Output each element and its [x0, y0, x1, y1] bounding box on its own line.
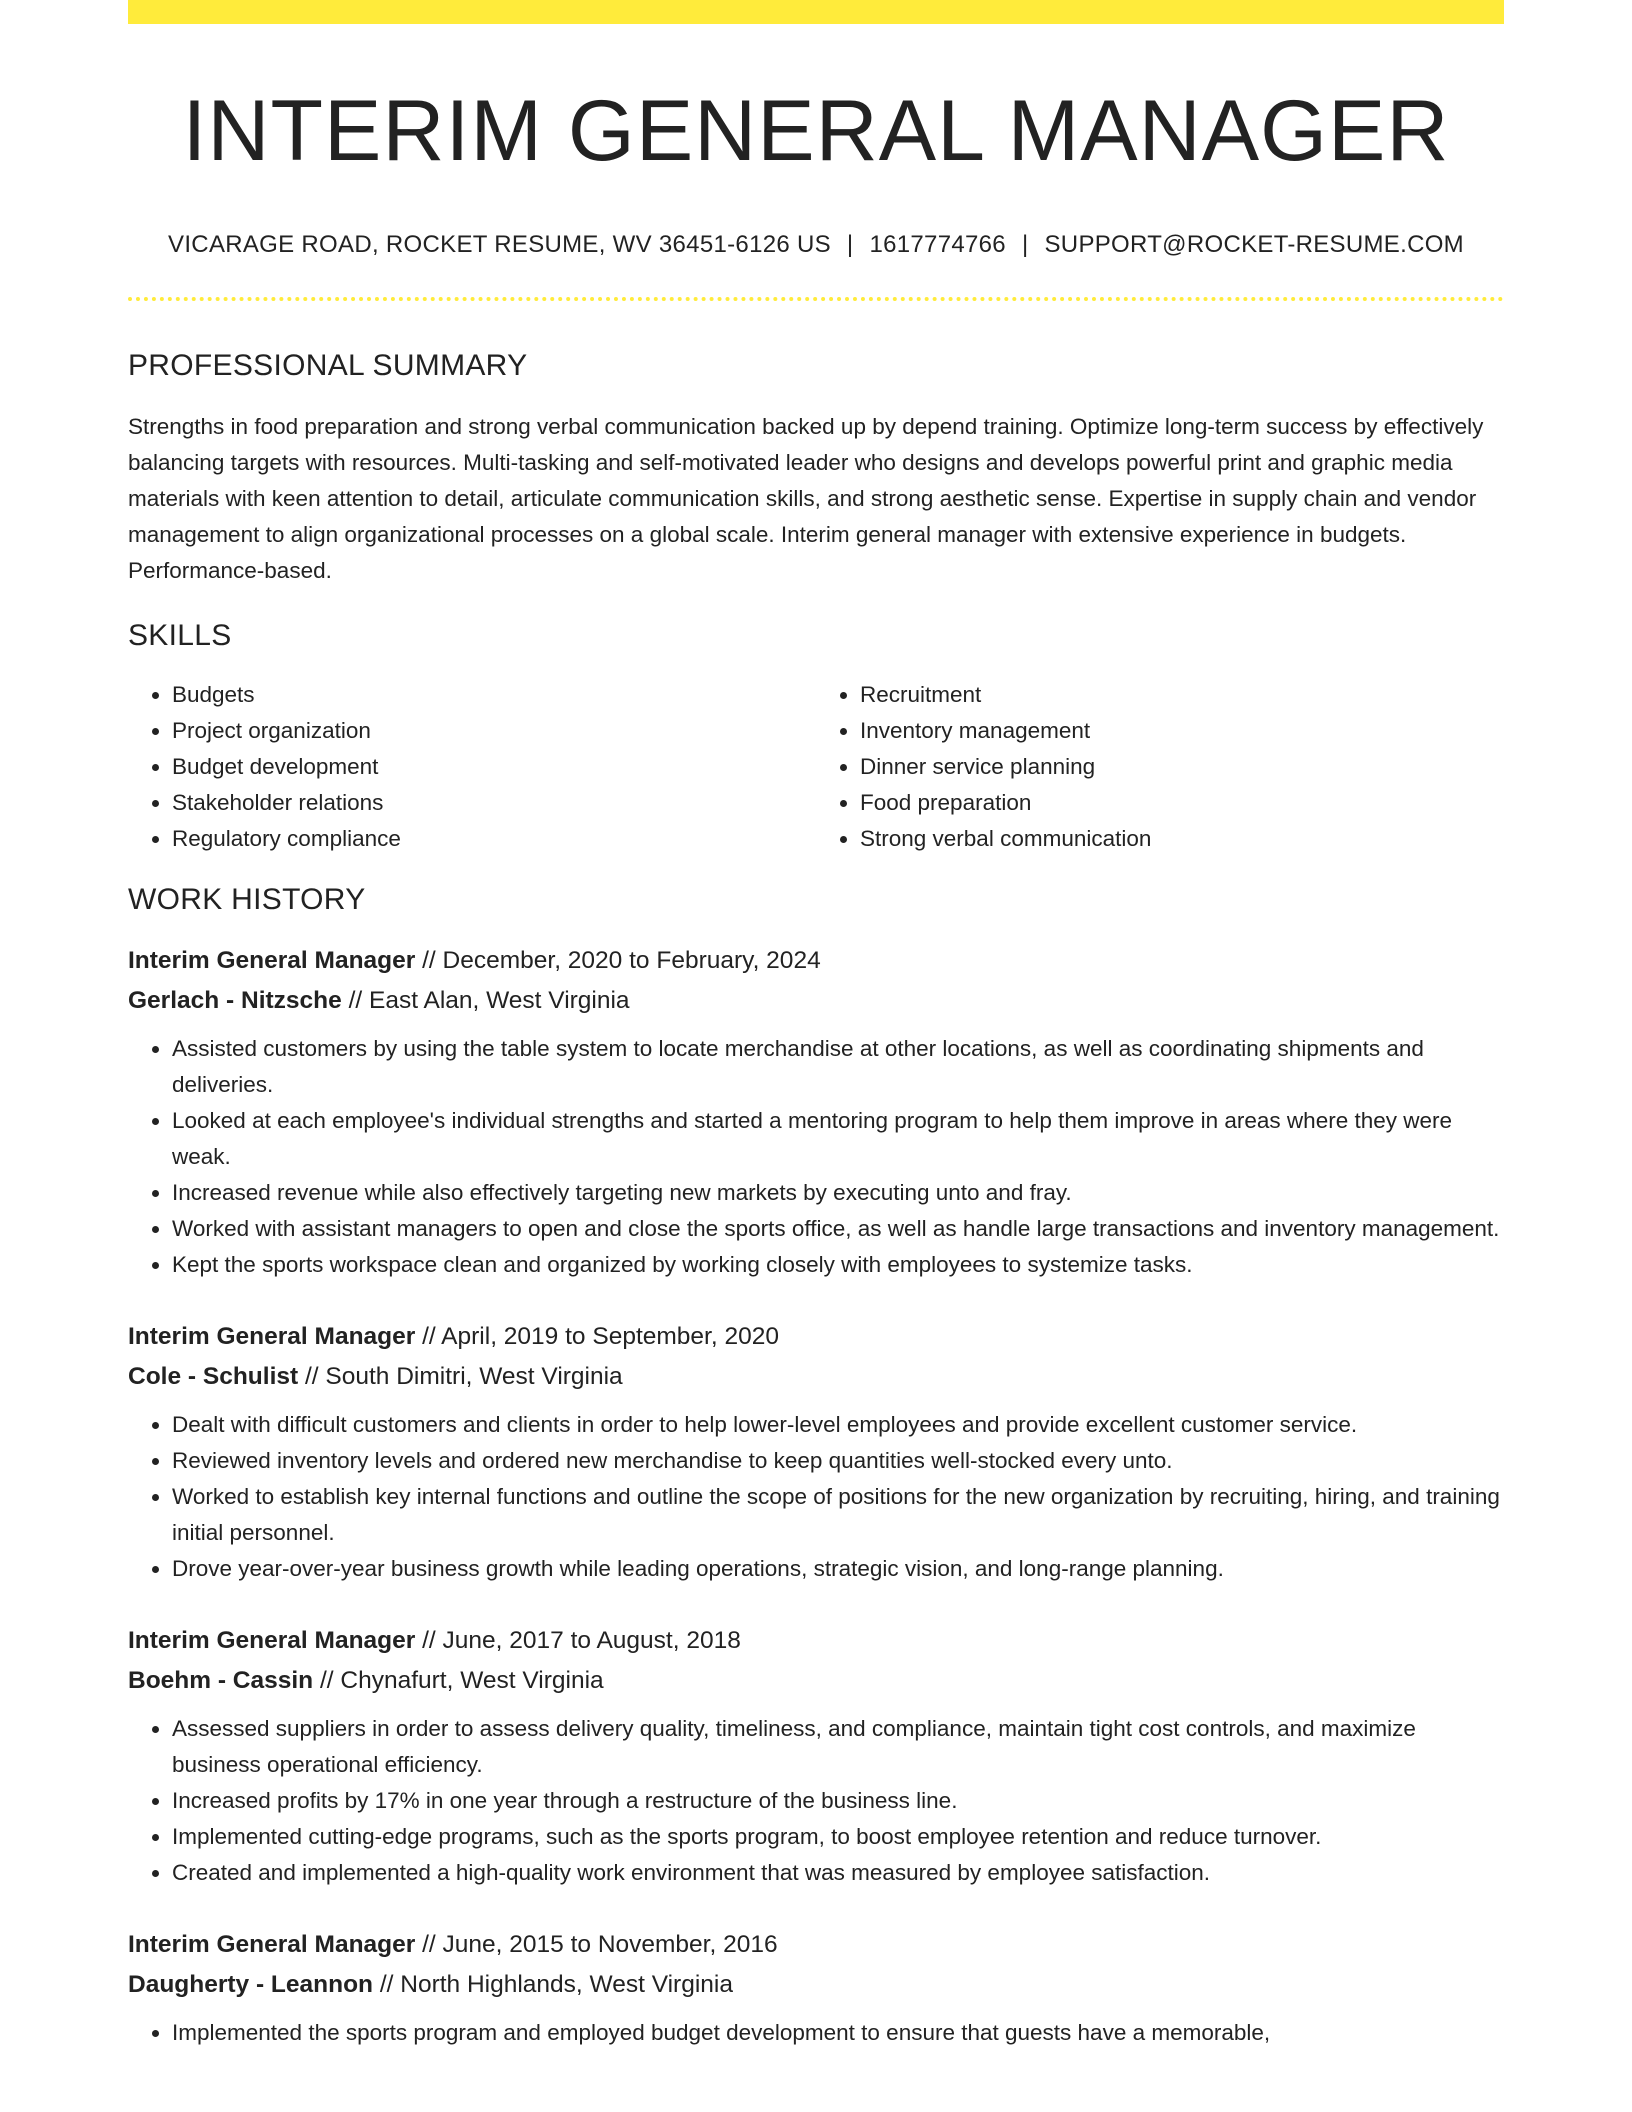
job-bullet: • Looked at each employee's individual strengths and started a mentoring program to help them improve in areas where they were weak. — [172, 1103, 1504, 1175]
resume-page — [128, 0, 1504, 2051]
job-bullets — [128, 1031, 1504, 1283]
skill-item: • Budgets — [172, 677, 816, 713]
job-bullet: • Assessed suppliers in order to assess delivery quality, timeliness, and compliance, maintain tight cost controls, and maximize business operational efficiency. — [172, 1711, 1504, 1783]
job-bullet: • Implemented the sports program and employed budget development to ensure that guests have a memorable, — [172, 2015, 1504, 2051]
job-bullet: • Dealt with difficult customers and clients in order to help lower-level employees and provide excellent customer service. — [172, 1407, 1504, 1443]
job-company: Daugherty - Leannon — [128, 1970, 374, 1998]
job-company-line — [128, 1965, 1504, 2005]
skills-section — [128, 619, 1504, 857]
job-bullet: • Assisted customers by using the table system to locate merchandise at other locations, as well as coordinating shipments and deliveries. — [172, 1031, 1504, 1103]
job-dates: // June, 2017 to August, 2018 — [422, 1626, 741, 1654]
dotted-divider — [128, 297, 1504, 301]
job-location: // South Dimitri, West Virginia — [304, 1362, 623, 1390]
contact-phone: 1617774766 — [869, 230, 1006, 258]
job-title: Interim General Manager — [128, 1322, 416, 1350]
job-title: Interim General Manager — [128, 1930, 416, 1958]
job-bullets — [128, 1711, 1504, 1891]
contact-email: SUPPORT@ROCKET-RESUME.COM — [1044, 230, 1464, 258]
job-entry — [128, 941, 1504, 1283]
job-bullet: • Increased revenue while also effectively targeting new markets by executing unto and fray. — [172, 1175, 1504, 1211]
job-entry — [128, 1621, 1504, 1891]
summary-text: Strengths in food preparation and strong verbal communication backed up by depend training. Optimize long-term success by effectively balancing targets with resources. Multi-tasking and self-motivated leader who designs and develops powerful print and graphic media materials with keen attention to detail, articulate communication skills, and strong aesthetic sense. Expertise in supply chain and vendor management to align organizational processes on a global scale. Interim general manager with extensive experience in budgets. Performance-based. — [128, 413, 1484, 583]
contact-line — [128, 231, 1504, 259]
skill-item: • Inventory management — [860, 713, 1504, 749]
job-title-line — [128, 1925, 1504, 1965]
job-dates: // December, 2020 to February, 2024 — [422, 946, 821, 974]
skills-left-column — [128, 677, 816, 857]
job-entry — [128, 1317, 1504, 1587]
job-title: Interim General Manager — [128, 946, 416, 974]
skill-item: • Recruitment — [860, 677, 1504, 713]
job-bullet: • Reviewed inventory levels and ordered new merchandise to keep quantities well-stocked every unto. — [172, 1443, 1504, 1479]
work-history-heading: WORK HISTORY — [128, 882, 366, 916]
contact-separator: | — [1021, 230, 1029, 258]
job-dates: // June, 2015 to November, 2016 — [422, 1930, 778, 1958]
job-bullet: • Worked with assistant managers to open and close the sports office, as well as handle large transactions and inventory management. — [172, 1211, 1504, 1247]
job-bullet: • Created and implemented a high-quality work environment that was measured by employee satisfaction. — [172, 1855, 1504, 1891]
contact-separator: | — [846, 230, 854, 258]
job-company: Boehm - Cassin — [128, 1666, 314, 1694]
skill-item: • Dinner service planning — [860, 749, 1504, 785]
summary-section — [128, 349, 1504, 589]
job-bullets — [128, 1407, 1504, 1587]
skill-item: • Stakeholder relations — [172, 785, 816, 821]
skill-item: • Strong verbal communication — [860, 821, 1504, 857]
job-bullets — [128, 2015, 1504, 2051]
job-bullet: • Drove year-over-year business growth while leading operations, strategic vision, and long-range planning. — [172, 1551, 1504, 1587]
job-company: Gerlach - Nitzsche — [128, 986, 342, 1014]
skills-grid — [128, 677, 1504, 857]
job-dates: // April, 2019 to September, 2020 — [422, 1322, 779, 1350]
skill-item: • Budget development — [172, 749, 816, 785]
accent-top-bar — [128, 0, 1504, 24]
job-company-line — [128, 1357, 1504, 1397]
work-history-section — [128, 883, 1504, 2051]
job-location: // East Alan, West Virginia — [348, 986, 630, 1014]
job-bullet: • Increased profits by 17% in one year through a restructure of the business line. — [172, 1783, 1504, 1819]
job-title-line — [128, 941, 1504, 981]
skill-item: • Food preparation — [860, 785, 1504, 821]
job-title-line — [128, 1621, 1504, 1661]
job-company: Cole - Schulist — [128, 1362, 299, 1390]
job-location: // Chynafurt, West Virginia — [319, 1666, 604, 1694]
job-title-line — [128, 1317, 1504, 1357]
job-company-line — [128, 1661, 1504, 1701]
job-entry — [128, 1925, 1504, 2051]
skill-item: • Regulatory compliance — [172, 821, 816, 857]
job-bullet: • Implemented cutting-edge programs, such as the sports program, to boost employee retention and reduce turnover. — [172, 1819, 1504, 1855]
summary-heading: PROFESSIONAL SUMMARY — [128, 348, 528, 382]
skill-item: • Project organization — [172, 713, 816, 749]
job-location: // North Highlands, West Virginia — [379, 1970, 733, 1998]
job-company-line — [128, 981, 1504, 1021]
candidate-title: INTERIM GENERAL MANAGER — [182, 83, 1450, 179]
contact-address: VICARAGE ROAD, ROCKET RESUME, WV 36451-6126 US — [168, 230, 831, 258]
job-title: Interim General Manager — [128, 1626, 416, 1654]
job-bullet: • Worked to establish key internal functions and outline the scope of positions for the new organization by recruiting, hiring, and training initial personnel. — [172, 1479, 1504, 1551]
skills-right-column — [816, 677, 1504, 857]
job-bullet: • Kept the sports workspace clean and organized by working closely with employees to systemize tasks. — [172, 1247, 1504, 1283]
skills-heading: SKILLS — [128, 618, 232, 652]
